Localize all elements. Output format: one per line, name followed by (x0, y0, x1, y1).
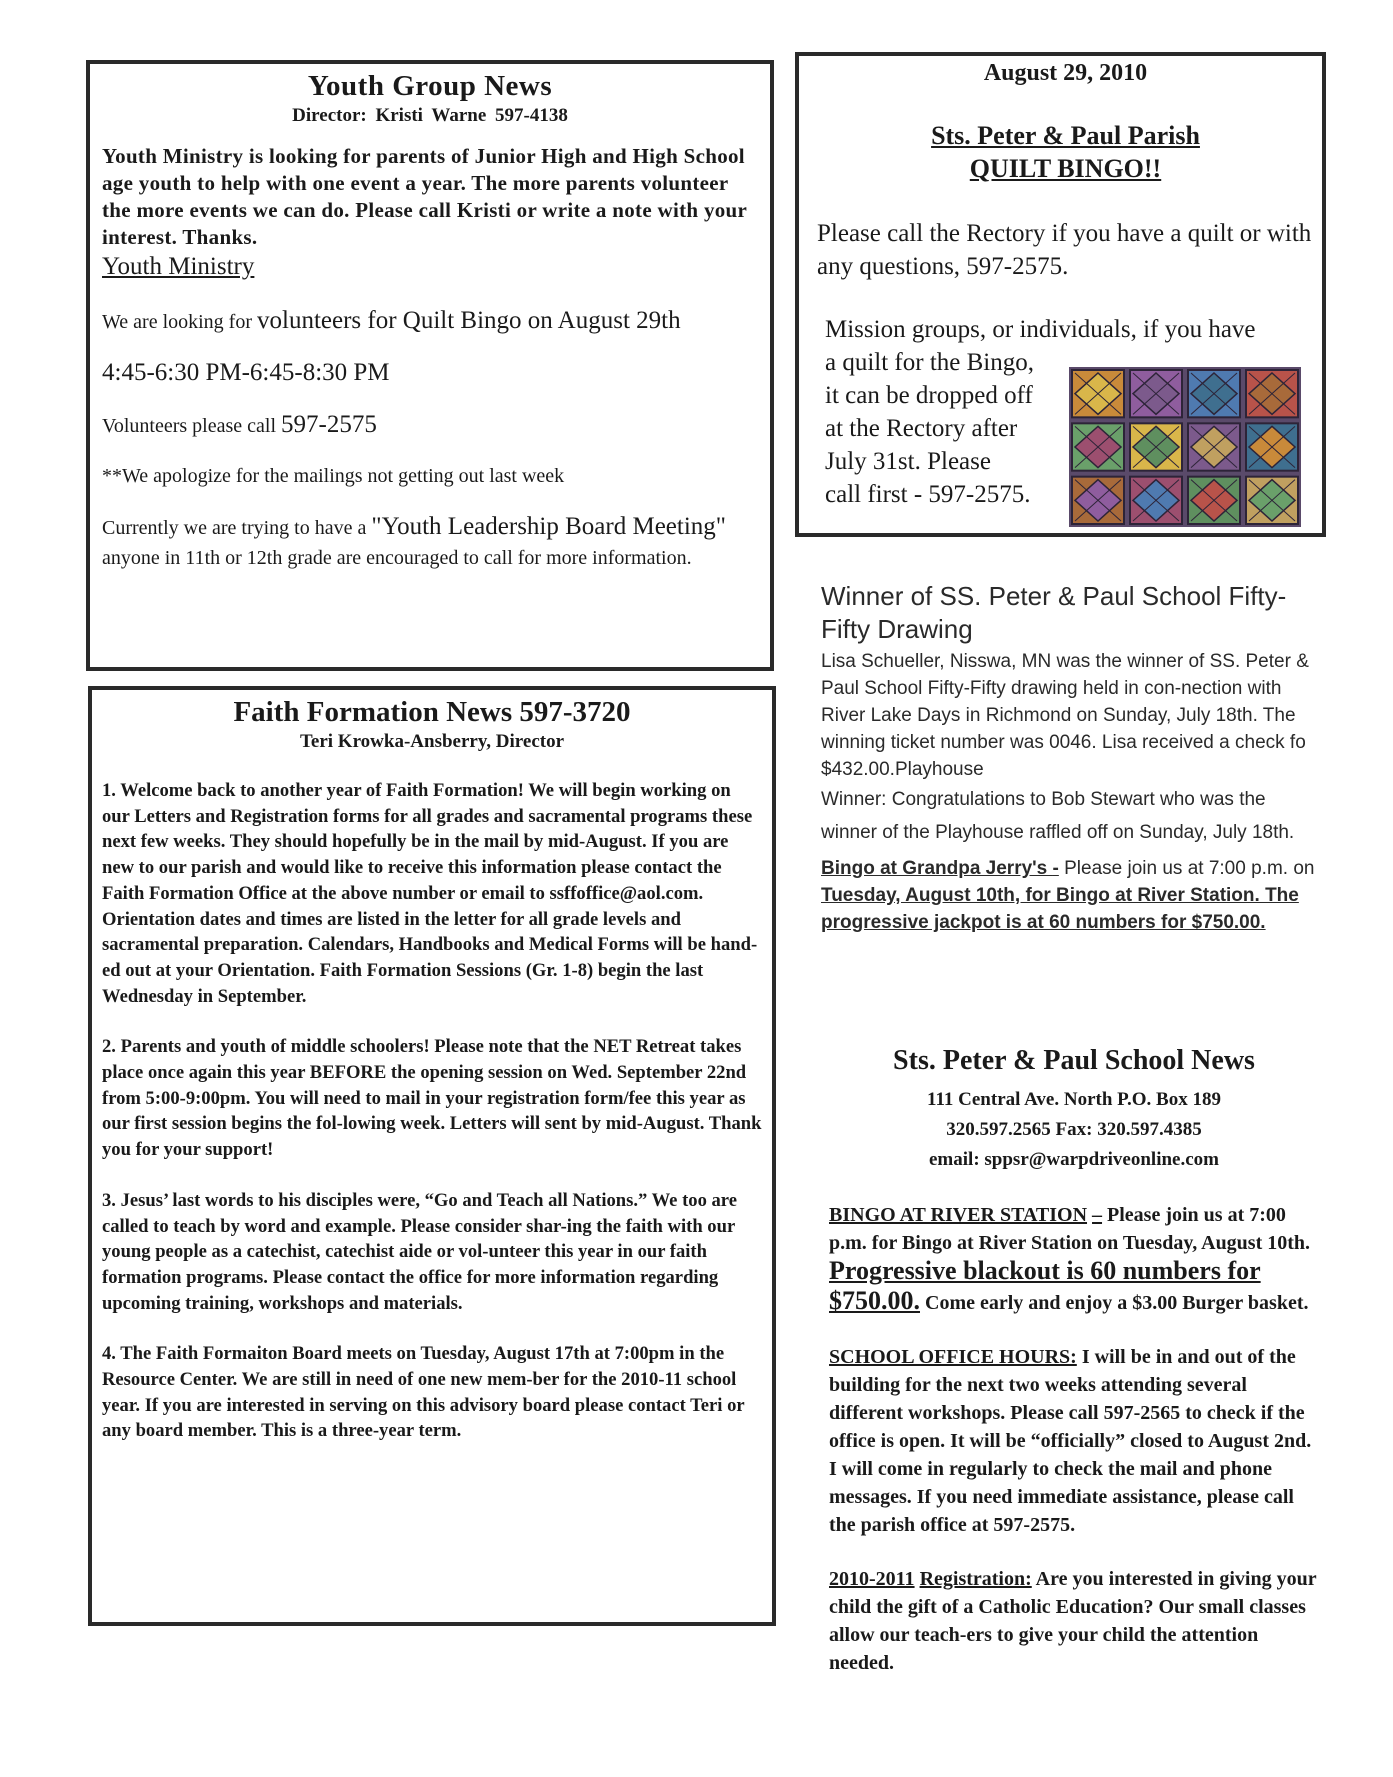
mission-line: Mission groups, or individuals, if you have (825, 316, 1256, 343)
volunteer-text-small: We are looking for (102, 311, 257, 333)
registration-text: Are you interested in giving your child the gift of a Catholic Education? Our small classes allow our teach-ers to give your child the attention needed. (829, 1568, 1317, 1674)
playhouse-winner-text: Winner: Congratulations to Bob Stewart who was the winner of the Playhouse raffled off on Sunday, July 18th. (821, 789, 1295, 843)
volunteer-text (102, 307, 758, 335)
school-contact-info (829, 1085, 1319, 1175)
apology-text: **We apologize for the mailings not getting out last week (102, 465, 565, 487)
volunteer-call-small: Volunteers please call (102, 415, 282, 437)
registration-info (829, 1565, 1319, 1677)
bingo-river-text1: Please join us at 7:00 p.m. for Bingo at River Station on Tuesday, August 10th. (829, 1204, 1311, 1254)
mission-line: a quilt for the Bingo, (825, 349, 1034, 376)
volunteer-call-number: 597-2575 (281, 411, 377, 438)
quilt-call-text: Please call the Rectory if you have a quilt or with any questions, 597-2575. (817, 220, 1312, 280)
office-hours-text: I will be in and out of the building for the next two weeks attending several different workshops. Please call 597-2565 to check if the office is open. It will be “officially” closed to August 2nd. I will come in regularly to check the mail and phone messages. If you need immediate assistance, please call the parish office at 597-2575. (829, 1346, 1312, 1536)
mission-line: call first - 597-2575. (825, 481, 1031, 508)
youth-group-title: Youth Group News (307, 70, 553, 102)
volunteer-text-big: volunteers for Quilt Bingo on August 29th (257, 307, 681, 334)
bingo-river-jackpot: Progressive blackout is 60 numbers for $750.00. (829, 1256, 1261, 1315)
school-office-hours (829, 1343, 1319, 1539)
faith-item-1: 1. Welcome back to another year of Faith Formation! We will begin working on our Letters and Registration forms for all grades and sacramental programs these next few weeks. They should hopefully be in the mail by mid-August. If you are new to our parish and would like to receive this information please contact the Faith Formation Office at the above number or email to ssffoffice@aol.com. Orientation dates and times are listed in the letter for all grade levels and sacramental preparation. Calendars, Handbooks and Medical Forms will be hand-ed out at your Orientation. Faith Formation Sessions (Gr. 1-8) begin the last Wednesday in September. (102, 780, 758, 1007)
mission-line: it can be dropped off (825, 382, 1033, 409)
quilt-bingo-box (795, 52, 1326, 537)
school-address: 111 Central Ave. North P.O. Box 189 (927, 1089, 1221, 1110)
bulletin-date: August 29, 2010 (983, 60, 1148, 86)
parish-title (817, 119, 1314, 185)
mission-line: July 31st. Please (825, 448, 991, 475)
bingo-river-station (829, 1201, 1319, 1317)
faith-formation-director: Teri Krowka-Ansberry, Director (299, 731, 565, 752)
quilt-image (1069, 367, 1301, 527)
quilt-bingo-title: QUILT BINGO!! (969, 154, 1162, 183)
bingo-grandpa-details: Tuesday, August 10th, for Bingo at River Station. The progressive jackpot is at 60 numbers for $750.00. (821, 885, 1299, 933)
bingo-grandpa-dash: - (1052, 858, 1059, 879)
school-phone: 320.597.2565 Fax: 320.597.4385 (946, 1119, 1202, 1140)
bingo-river-text2: Come early and enjoy a $3.00 Burger basket. (920, 1292, 1309, 1314)
youth-ministry-label: Youth Ministry (102, 253, 255, 280)
volunteer-call (102, 411, 758, 439)
faith-formation-title: Faith Formation News 597-3720 (233, 696, 631, 728)
office-hours-head: SCHOOL OFFICE HOURS: (829, 1346, 1077, 1368)
parish-name: Sts. Peter & Paul Parish (931, 121, 1200, 150)
volunteer-times: 4:45-6:30 PM-6:45-8:30 PM (102, 359, 390, 386)
leadership-small: Currently we are trying to have a (102, 517, 372, 539)
bingo-river-head: BINGO AT RIVER STATION (829, 1204, 1088, 1226)
school-news-title: Sts. Peter & Paul School News (893, 1045, 1255, 1076)
registration-year: 2010-2011 (829, 1568, 915, 1590)
winner-title: Winner of SS. Peter & Paul School Fifty-Fifty Drawing (821, 581, 1287, 644)
bingo-river-dash: – (1092, 1204, 1103, 1226)
bingo-grandpa-text: Please join us at 7:00 p.m. on (1058, 858, 1315, 879)
bingo-grandpa-label: Bingo at Grandpa Jerry's (821, 858, 1053, 879)
registration-head: Registration: (919, 1568, 1032, 1590)
fifty-fifty-winner-section (821, 580, 1321, 936)
winner-text: Lisa Schueller, Nisswa, MN was the winner of SS. Peter & Paul School Fifty-Fifty drawing held in con-nection with River Lake Days in Richmond on Sunday, July 18th. The winning ticket number was 0046. Lisa received a check fo $432.00.Playhouse (821, 651, 1309, 780)
leadership-meeting-text (102, 512, 758, 573)
leadership-big: "Youth Leadership Board Meeting" (371, 513, 726, 540)
youth-director: Director: Kristi Warne 597-4138 (292, 105, 568, 126)
faith-formation-box (88, 686, 776, 1626)
school-news-section (829, 1045, 1319, 1677)
school-email: email: sppsr@warpdriveonline.com (929, 1149, 1219, 1170)
mission-line: at the Rectory after (825, 415, 1018, 442)
faith-item-4: 4. The Faith Formaiton Board meets on Tuesday, August 17th at 7:00pm in the Resource Center. We are still in need of one new mem-ber for the 2010-11 school year. If you are interested in serving on this advisory board please contact Teri or any board member. This is a three-year term. (102, 1343, 745, 1442)
faith-item-3: 3. Jesus’ last words to his disciples were, “Go and Teach all Nations.” We too are called to teach by word and example. Please consider shar-ing the faith with our young people as a catechist, catechist aide or vol-unteer this year in our faith formation programs. Please contact the office for more information regarding upcoming training, workshops and materials. (102, 1189, 737, 1314)
faith-item-2: 2. Parents and youth of middle schoolers! Please note that the NET Retreat takes place once again this year BEFORE the opening session on Wed. September 22nd from 5:00-9:00pm. You will need to mail in your registration form/fee this year as our first session begins the fol-lowing week. Letters will sent by mid-August. Thank you for your support! (102, 1036, 762, 1161)
leadership-rest: anyone in 11th or 12th grade are encouraged to call for more information. (102, 547, 692, 569)
grandpa-jerrys-bingo (821, 855, 1321, 936)
youth-group-news-box (86, 60, 774, 671)
youth-intro-text: Youth Ministry is looking for parents of Junior High and High School age youth to help with one event a year. The more parents volunteer the more events we can do. Please call Kristi or write a note with your interest. Thanks. (102, 144, 747, 249)
